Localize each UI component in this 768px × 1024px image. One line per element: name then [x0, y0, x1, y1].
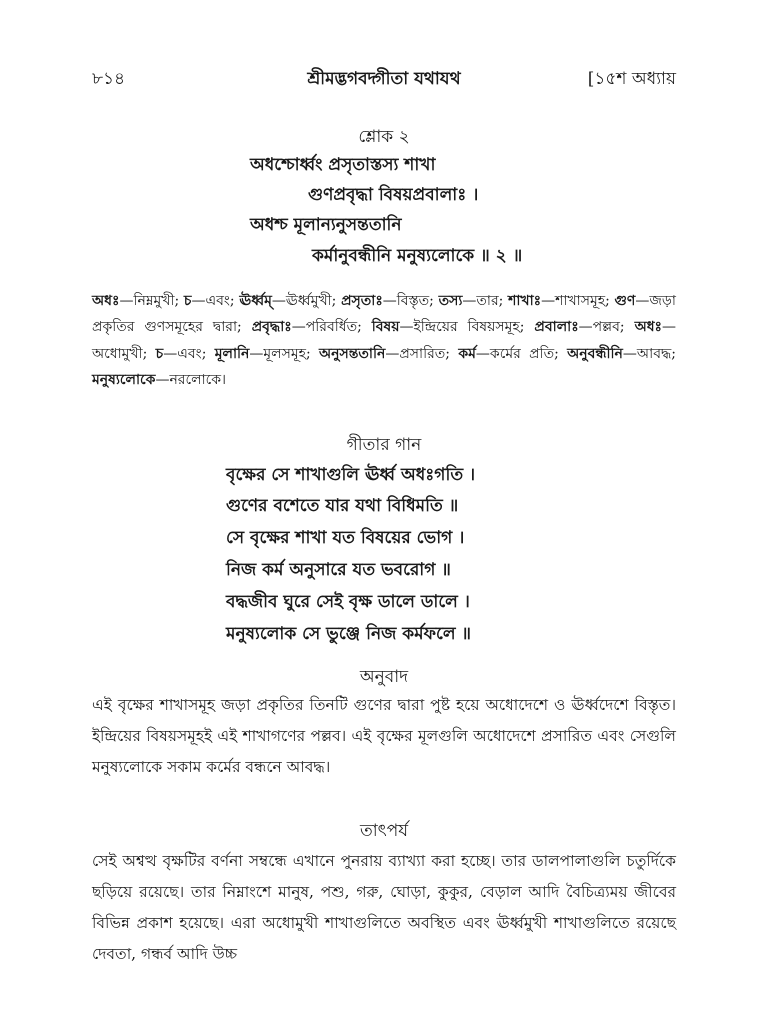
- gloss-meaning: —শাখাসমূহ;: [541, 293, 615, 309]
- gloss-word: তস্য: [438, 293, 463, 309]
- word-meanings: [92, 288, 676, 394]
- gloss-meaning: —এবং;: [191, 293, 240, 309]
- gloss-word: অনুসন্ততানি: [319, 345, 386, 362]
- book-title: শ্রীমদ্ভগবদ্গীতা যথাযথ: [307, 69, 461, 89]
- gloss-word: গুণ: [614, 293, 636, 309]
- word-meaning-entry: [458, 346, 567, 362]
- word-meaning-entry: [252, 319, 372, 335]
- gloss-meaning: —এবং;: [163, 345, 215, 362]
- gloss-word: বিষয়: [371, 319, 400, 336]
- gloss-word: মনুষ্যলোকে: [92, 372, 156, 389]
- gloss-word: প্রবালাঃ: [534, 319, 579, 336]
- word-meaning-entry: [92, 293, 184, 309]
- verse-line-4: কর্মানুবন্ধীনি মনুষ্যলোকে ॥ ২ ॥: [312, 246, 523, 266]
- running-header: [92, 66, 676, 94]
- word-meaning-entry: [341, 293, 439, 309]
- gloss-meaning: —কর্মের প্রতি;: [475, 345, 568, 362]
- chapter-label: [১৫শ অধ্যায়: [587, 69, 676, 89]
- word-meaning-entry: [215, 346, 319, 362]
- word-meaning-entry: [439, 293, 509, 309]
- verse-title: শ্লোক ২: [358, 127, 410, 147]
- word-meaning-entry: [156, 346, 215, 362]
- gloss-meaning: —নরলোকে।: [155, 372, 227, 389]
- verse-line-2: গুণপ্রবৃদ্ধা বিষয়প্রবালাঃ ।: [308, 185, 479, 205]
- gloss-word: অধঃ: [92, 293, 120, 309]
- gloss-meaning: —অধোমুখী;: [92, 319, 677, 362]
- gloss-word: কর্ম: [458, 345, 476, 362]
- gloss-word: অনুবন্ধীনি: [567, 345, 623, 362]
- gloss-word: ঊর্ধ্বম্: [239, 293, 272, 309]
- song-line-1: বৃক্ষের সে শাখাগুলি ঊর্ধ্ব অধঃগতি ।: [226, 465, 476, 485]
- gloss-word: অধঃ: [634, 319, 663, 336]
- word-meaning-entry: [319, 346, 458, 362]
- song-line-2: গুণের বশেতে যার যথা বিধিমতি ॥: [226, 496, 459, 516]
- gloss-meaning: —আবদ্ধ;: [622, 345, 676, 362]
- verse-line-3: অধশ্চ মূলান্যনুসন্ততানি: [250, 215, 402, 235]
- song-title: গীতার গান: [346, 435, 422, 455]
- song-line-3: সে বৃক্ষের শাখা যত বিষয়ের ভোগ ।: [226, 528, 465, 548]
- gloss-word: প্রবৃদ্ধাঃ: [251, 319, 292, 336]
- word-meaning-entry: [239, 293, 341, 309]
- gloss-meaning: —ইন্দ্রিয়ের বিষয়সমূহ;: [399, 319, 535, 336]
- gloss-word: প্রসৃতাঃ: [341, 293, 383, 309]
- word-meaning-entry: [508, 293, 614, 309]
- gloss-word: শাখাঃ: [508, 293, 542, 309]
- song-line-4: নিজ কর্ম অনুসারে যত ভবরোগ ॥: [226, 560, 451, 580]
- gloss-word: চ: [183, 293, 192, 309]
- word-meaning-entry: [92, 372, 226, 388]
- gloss-meaning: —ঊর্ধ্বমুখী;: [271, 293, 342, 309]
- word-meaning-entry: [372, 319, 535, 335]
- word-meaning-entry: [567, 346, 676, 362]
- translation-title: অনুবাদ: [359, 667, 409, 687]
- gloss-meaning: —মূলসমূহ;: [249, 345, 320, 362]
- translation-text: এই বৃক্ষের শাখাসমূহ জড়া প্রকৃতির তিনটি গুণের দ্বারা পুষ্ট হয়ে অধোদেশে ও ঊর্ধ্বদেশে বিস্তৃত। ইন্দ্রিয়ের বিষয়সমূহই এই শাখাগণের পল্লব। এই বৃক্ষের মূলগুলি অধোদেশে প্রসারিত এবং সেগুলি মনুষ্যলোকে সকাম কর্মের বন্ধনে আবদ্ধ।: [92, 696, 676, 776]
- word-meaning-entry: [534, 319, 634, 335]
- song-line-5: বদ্ধজীব ঘুরে সেই বৃক্ষ ডালে ডালে ।: [226, 592, 470, 612]
- word-meaning-entry: [184, 293, 239, 309]
- gloss-word: চ: [155, 345, 164, 362]
- song-line-6: মনুষ্যলোক সে ভুঞ্জে নিজ কর্মফলে ॥: [226, 624, 472, 644]
- page-number: ৮১৪: [92, 69, 126, 89]
- gloss-meaning: —পরিবর্ধিত;: [291, 319, 372, 336]
- gloss-meaning: —তার;: [462, 293, 509, 309]
- gloss-meaning: —পল্লব;: [578, 319, 635, 336]
- gloss-word: মূলানি: [214, 345, 250, 362]
- gloss-meaning: —জড়া প্রকৃতির গুণসমূহের দ্বারা;: [92, 293, 676, 336]
- gloss-meaning: —বিস্তৃত;: [382, 293, 439, 309]
- gloss-meaning: —নিম্নমুখী;: [119, 293, 184, 309]
- purport-text: সেই অশ্বত্থ বৃক্ষটির বর্ণনা সম্বন্ধে এখানে পুনরায় ব্যাখ্যা করা হচ্ছে। তার ডালপালাগুলি চতুর্দিকে ছড়িয়ে রয়েছে। তার নিম্নাংশে মানুষ, পশু, গরু, ঘোড়া, কুকুর, বেড়াল আদি বৈচিত্র্যময় জীবের বিভিন্ন প্রকাশ হয়েছে। এরা অধোমুখী শাখাগুলিতে অবস্থিত এবং ঊর্ধ্বমুখী শাখাগুলিতে রয়েছে দেবতা, গন্ধর্ব আদি উচ্চ: [92, 852, 676, 963]
- gloss-meaning: —প্রসারিত;: [385, 345, 459, 362]
- verse-line-1: অধশ্চোর্ধ্বং প্রসৃতাস্তস্য শাখা: [250, 155, 436, 175]
- purport-title: তাৎপর্য: [359, 821, 409, 841]
